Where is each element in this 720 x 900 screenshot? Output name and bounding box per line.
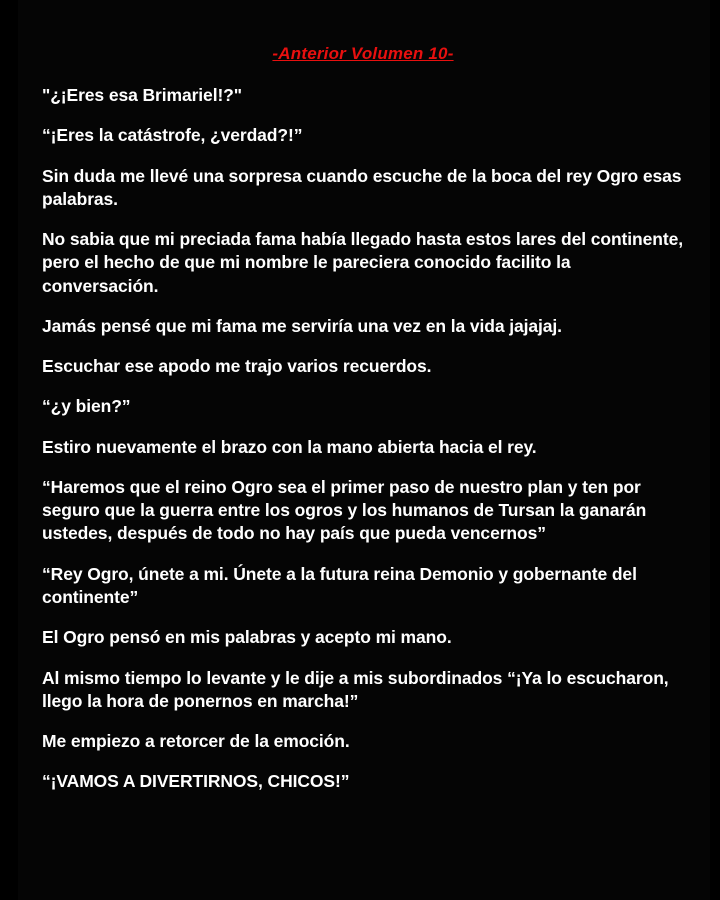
paragraph: “¿y bien?” [42, 396, 131, 417]
paragraph: El Ogro pensó en mis palabras y acepto mi mano. [42, 627, 452, 648]
previous-volume-link[interactable]: -Anterior Volumen 10- [272, 44, 454, 63]
paragraph: “Rey Ogro, únete a mi. Únete a la futura reina Demonio y gobernante del continente” [42, 563, 637, 607]
paragraph: Estiro nuevamente el brazo con la mano abierta hacia el rey. [42, 436, 537, 457]
paragraph: Escuchar ese apodo me trajo varios recuerdos. [42, 356, 432, 377]
paragraph: “¡VAMOS A DIVERTIRNOS, CHICOS!” [42, 771, 350, 792]
paragraph: Jamás pensé que mi fama me serviría una vez en la vida jajajaj. [42, 315, 562, 336]
paragraph: Al mismo tiempo lo levante y le dije a mis subordinados “¡Ya lo escucharon, llego la hora de ponernos en marcha!” [42, 667, 669, 711]
paragraph: Me empiezo a retorcer de la emoción. [42, 731, 350, 752]
paragraph: "¿¡Eres esa Brimariel!?" [42, 85, 242, 105]
paragraph: Sin duda me llevé una sorpresa cuando escuche de la boca del rey Ogro esas palabras. [42, 165, 682, 209]
paragraph: No sabia que mi preciada fama había llegado hasta estos lares del continente, pero el hecho de que mi nombre le pareciera conocido facilito la conversación. [42, 229, 683, 296]
story-body [42, 84, 684, 794]
paragraph: “¡Eres la catástrofe, ¿verdad?!” [42, 125, 303, 146]
paragraph: “Haremos que el reino Ogro sea el primer paso de nuestro plan y ten por seguro que la guerra entre los ogros y los humanos de Tursan la ganarán ustedes, después de todo no hay país que pueda vencernos” [42, 476, 647, 544]
